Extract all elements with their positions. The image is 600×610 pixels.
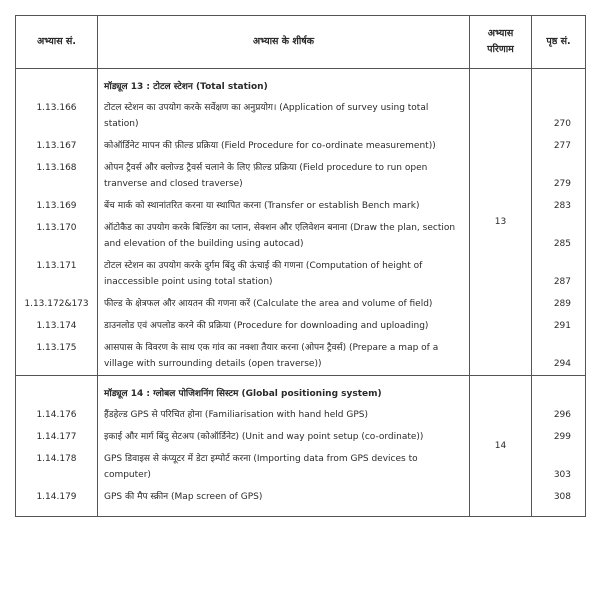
exercise-title: फील्ड के क्षेत्रफल और आयतन की गणना करें (Calculate the area and volume of field)	[98, 293, 470, 315]
exercise-no: 1.14.178	[16, 448, 98, 486]
page-no: 294	[532, 337, 586, 376]
module-14-title: मॉड्यूल 14 : ग्लोबल पोजिशनिंग सिस्टम (Global positioning system)	[98, 376, 470, 405]
header-outcome-line1: अभ्यास	[487, 28, 514, 39]
module-13-heading-row	[16, 69, 586, 98]
page-no: 279	[532, 157, 586, 195]
module-13-outcome: 13	[470, 69, 532, 376]
exercise-title: GPS डिवाइस से कंप्यूटर में डेटा इम्पोर्ट करना (Importing data from GPS devices to computer)	[98, 448, 470, 486]
header-outcome-line2: परिणाम	[487, 44, 514, 55]
exercise-title: इकाई और मार्ग बिंदु सेटअप (कोऑर्डिनेट) (Unit and way point setup (co-ordinate))	[98, 426, 470, 448]
exercise-no: 1.13.170	[16, 217, 98, 255]
exercise-title: ओपन ट्रैवर्स और क्लोज्ड ट्रैवर्स चलाने के लिए फ़ील्ड प्रक्रिया (Field procedure to run open tranverse and closed traverse)	[98, 157, 470, 195]
page-no: 308	[532, 486, 586, 508]
exercise-no: 1.13.166	[16, 97, 98, 135]
exercise-title: टोटल स्टेशन का उपयोग करके सर्वेक्षण का अनुप्रयोग। (Application of survey using total station)	[98, 97, 470, 135]
exercise-no: 1.13.167	[16, 135, 98, 157]
module-14-heading-row	[16, 376, 586, 405]
exercise-title: डाउनलोड एवं अपलोड करने की प्रक्रिया (Procedure for downloading and uploading)	[98, 315, 470, 337]
page-no: 283	[532, 195, 586, 217]
page-no: 303	[532, 448, 586, 486]
exercise-no: 1.14.176	[16, 404, 98, 426]
exercise-no: 1.13.175	[16, 337, 98, 376]
exercise-title: आसपास के विवरण के साथ एक गांव का नक्शा तैयार करना (ओपन ट्रैवर्स) (Prepare a map of a village with surrounding details (open traverse))	[98, 337, 470, 376]
contents-table	[15, 15, 586, 517]
exercise-title: ऑटोकैड का उपयोग करके बिल्डिंग का प्लान, सेक्शन और एलिवेशन बनाना (Draw the plan, section and elevation of the building using autocad)	[98, 217, 470, 255]
exercise-no: 1.13.174	[16, 315, 98, 337]
header-exercise-no: अभ्यास सं.	[16, 16, 98, 69]
exercise-title: टोटल स्टेशन का उपयोग करके दुर्गम बिंदु की ऊंचाई की गणना (Computation of height of inaccessible point using total station)	[98, 255, 470, 293]
page-no: 296	[532, 404, 586, 426]
exercise-title: हैंडहेल्ड GPS से परिचित होना (Familiarisation with hand held GPS)	[98, 404, 470, 426]
page-no: 289	[532, 293, 586, 315]
page-no: 270	[532, 97, 586, 135]
header-outcome	[470, 16, 532, 69]
page-no: 285	[532, 217, 586, 255]
exercise-no: 1.13.169	[16, 195, 98, 217]
exercise-no: 1.14.177	[16, 426, 98, 448]
exercise-no: 1.13.171	[16, 255, 98, 293]
page-no: 277	[532, 135, 586, 157]
exercise-title: GPS की मैप स्क्रीन (Map screen of GPS)	[98, 486, 470, 508]
header-exercise-title: अभ्यास के शीर्षक	[98, 16, 470, 69]
page-no: 299	[532, 426, 586, 448]
header-page-no: पृष्ठ सं.	[532, 16, 586, 69]
exercise-no: 1.14.179	[16, 486, 98, 508]
module-14-outcome: 14	[470, 376, 532, 517]
page-no: 287	[532, 255, 586, 293]
header-row	[16, 16, 586, 69]
page-no: 291	[532, 315, 586, 337]
exercise-title: कोऑर्डिनेट मापन की फ़ील्ड प्रक्रिया (Field Procedure for co-ordinate measurement))	[98, 135, 470, 157]
module-13-title: मॉड्यूल 13 : टोटल स्टेशन (Total station)	[98, 69, 470, 98]
exercise-title: बेंच मार्क को स्थानांतरित करना या स्थापित करना (Transfer or establish Bench mark)	[98, 195, 470, 217]
exercise-no: 1.13.172&173	[16, 293, 98, 315]
exercise-no: 1.13.168	[16, 157, 98, 195]
